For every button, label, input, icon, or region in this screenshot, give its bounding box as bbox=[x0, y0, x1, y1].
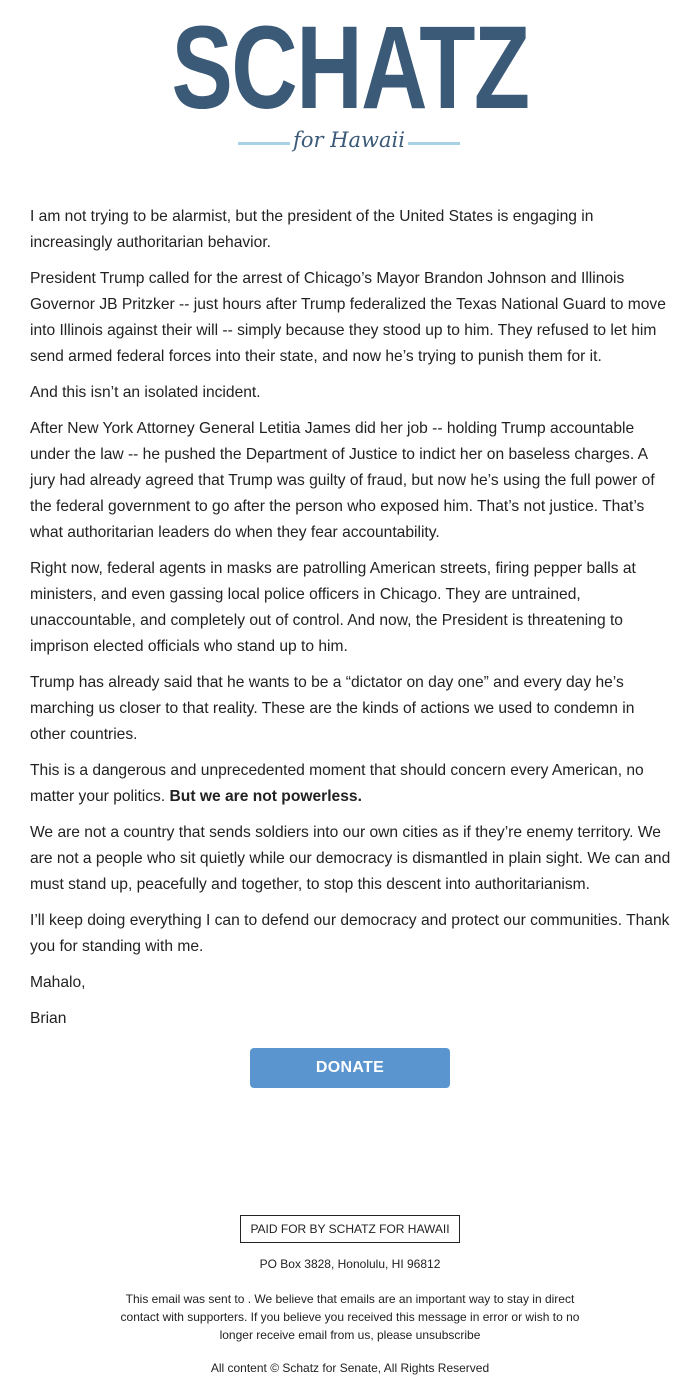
copyright-notice: All content © Schatz for Senate, All Rights Reserved bbox=[210, 1361, 490, 1375]
body-paragraph-3: And this isn’t an isolated incident. bbox=[30, 384, 261, 401]
body-paragraph-7 bbox=[30, 758, 672, 810]
signature: Brian bbox=[30, 1010, 67, 1027]
email-body bbox=[30, 204, 672, 1042]
body-paragraph-9: I’ll keep doing everything I can to defend our democracy and protect our communities. Thank you for standing with me. bbox=[30, 912, 670, 955]
body-paragraph-2: President Trump called for the arrest of Chicago’s Mayor Brandon Johnson and Illinois Governor JB Pritzker -- just hours after Trump federalized the Texas National Guard to move into Illinois against their will -- simply because they stood up to him. They refused to let him send armed federal forces into their state, and now he’s trying to punish them for it. bbox=[30, 270, 666, 365]
body-paragraph-7-bold: But we are not powerless. bbox=[169, 788, 362, 805]
email-notice: This email was sent to . We believe that emails are an important way to stay in direct contact with supporters. If you believe you received this message in error or wish to no longer receive email from us, please unsubscribe bbox=[120, 1292, 580, 1342]
logo-rule-right bbox=[408, 142, 460, 145]
donate-section bbox=[0, 1048, 700, 1088]
paid-for-disclaimer: PAID FOR BY SCHATZ FOR HAWAII bbox=[240, 1215, 459, 1243]
body-paragraph-5: Right now, federal agents in masks are patrolling American streets, firing pepper balls at ministers, and even gassing local police officers in Chicago. They are untrained, unaccountable, and completely out of control. And now, the President is threatening to imprison elected officials who stand up to him. bbox=[30, 560, 636, 655]
logo-wordmark: SCHATZ bbox=[171, 2, 529, 134]
donate-button[interactable]: DONATE bbox=[250, 1048, 450, 1088]
body-paragraph-1: I am not trying to be alarmist, but the president of the United States is engaging in increasingly authoritarian behavior. bbox=[30, 208, 594, 251]
body-paragraph-7-text: This is a dangerous and unprecedented moment that should concern every American, no matter your politics. bbox=[30, 762, 644, 805]
schatz-logo bbox=[0, 2, 700, 158]
body-paragraph-4: After New York Attorney General Letitia James did her job -- holding Trump accountable under the law -- he pushed the Department of Justice to indict her on baseless charges. A jury had already agreed that Trump was guilty of fraud, but now he’s using the full power of the federal government to go after the person who exposed him. That’s not justice. That’s what authoritarian leaders do when they fear accountability. bbox=[30, 420, 655, 541]
footer bbox=[0, 1215, 700, 1376]
logo-subtitle: for Hawaii bbox=[293, 128, 405, 152]
mailing-address: PO Box 3828, Honolulu, HI 96812 bbox=[259, 1257, 441, 1271]
body-paragraph-8: We are not a country that sends soldiers into our own cities as if they’re enemy territory. We are not a people who sit quietly while our democracy is dismantled in plain sight. We can and must stand up, peacefully and together, to stop this descent into authoritarianism. bbox=[30, 824, 671, 893]
body-paragraph-6: Trump has already said that he wants to be a “dictator on day one” and every day he’s marching us closer to that reality. These are the kinds of actions we used to condemn in other countries. bbox=[30, 674, 635, 743]
closing: Mahalo, bbox=[30, 974, 86, 991]
logo-tagline bbox=[238, 128, 460, 158]
